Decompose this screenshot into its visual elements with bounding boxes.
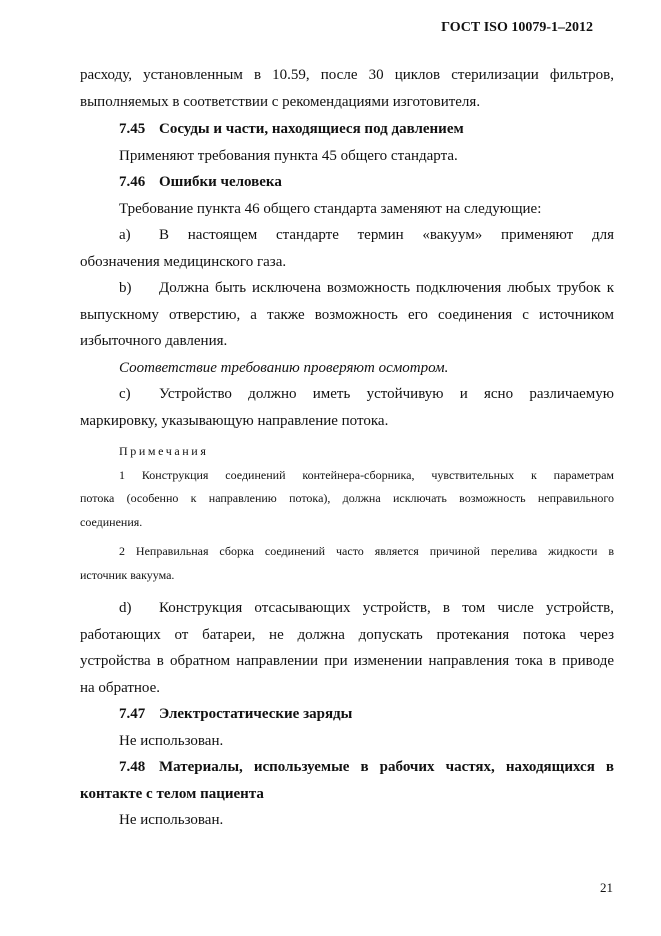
note-1-line-2: потока (особенно к направлению потока), должна исключать возможность неправильного [80,491,614,505]
list-item-d-line-4: на обратное. [80,679,161,696]
list-item-a-line-2: обозначения медицинского газа. [80,253,287,270]
notes-title: Примечания [119,444,209,458]
section-number: 7.48 [119,759,146,775]
list-item-b [80,275,614,355]
list-item-d-line-1: d) Конструкция отсасывающих устройств, в том числе устройств, [80,595,614,622]
list-marker: c) [119,386,131,402]
section-number: 7.46 [119,174,146,190]
list-item-d-line-3: устройства в обратном направлении при изменении направления тока в приводе [80,653,614,669]
section-7-47-body: Не использован. [119,732,224,749]
list-item-a [80,222,614,275]
section-number: 7.47 [119,706,146,722]
document-body [80,62,614,834]
note-2-line-2: источник вакуума. [80,567,175,582]
section-7-48-body: Не использован. [119,812,224,828]
list-marker: b) [119,280,132,296]
list-marker: d) [119,600,132,616]
section-7-45-heading [80,116,614,143]
section-7-46-heading [80,169,614,196]
section-title: Ошибки человека [159,174,282,190]
list-item-a-line-1: a) В настоящем стандарте термин «вакуум» применяют для [80,222,614,249]
intro-line-1: расходу, установленным в 10.59, после 30 циклов стерилизации фильтров, [80,67,614,83]
section-7-46-body: Требование пункта 46 общего стандарта заменяют на следующие: [119,200,542,217]
list-item-d-line-2: работающих от батареи, не должна допускать протекания потока через [80,626,614,643]
section-title: Материалы, используемые в рабочих частях, находящихся в [159,759,614,775]
section-title: Сосуды и части, находящиеся под давлением [159,121,464,137]
section-title: Электростатические заряды [159,706,353,722]
intro-line-2: выполняемых в соответствии с рекомендациями изготовителя. [80,93,481,110]
section-7-48-heading-line-2: контакте с телом пациента [80,785,264,802]
list-item-c-line-1: c) Устройство должно иметь устойчивую и ясно различаемую [80,381,614,408]
note-2-line-1: 2 Неправильная сборка соединений часто является причиной перелива жидкости в [119,544,614,558]
section-7-45-body: Применяют требования пункта 45 общего стандарта. [119,147,458,164]
list-marker: a) [119,227,131,243]
note-1-line-3: соединения. [80,514,143,529]
list-item-b-line-3: избыточного давления. [80,333,228,349]
document-header: ГОСТ ISO 10079-1–2012 [441,20,593,35]
compliance-text: Соответствие требованию проверяют осмотром. [119,359,449,376]
section-7-48-heading-line-1 [80,754,614,781]
list-item-c-line-2: маркировку, указывающую направление потока. [80,412,389,429]
list-item-d [80,595,614,701]
notes-block [80,440,614,587]
section-number: 7.45 [119,121,146,137]
page-number: 21 [600,880,613,895]
note-1-line-1: 1 Конструкция соединений контейнера-сборника, чувствительных к параметрам [119,467,614,482]
list-item-b-line-1: b) Должна быть исключена возможность подключения любых трубок к [80,275,614,302]
section-7-47-heading [80,701,614,728]
list-item-c [80,381,614,434]
list-item-b-line-2: выпускному отверстию, а также возможность его соединения с источником [80,306,614,323]
